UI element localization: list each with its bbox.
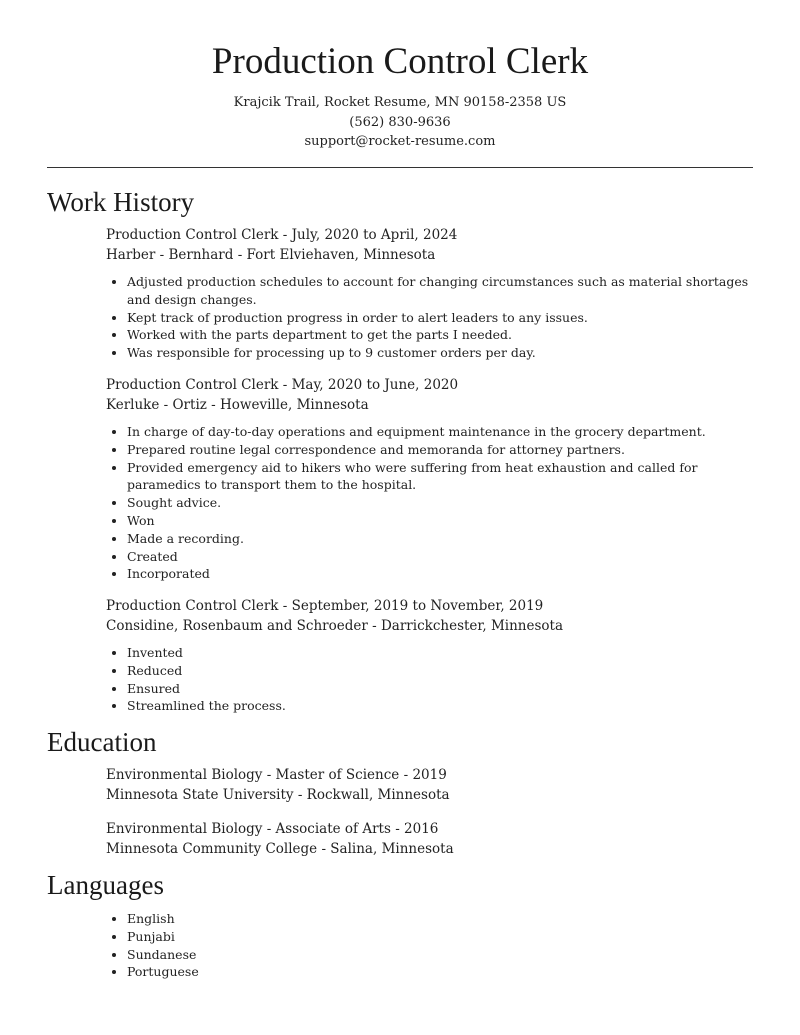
contact-address: Krajcik Trail, Rocket Resume, MN 90158-2358 US (233, 95, 567, 110)
list-item: • English (127, 910, 767, 928)
list-item: • Streamlined the process. (127, 697, 767, 715)
job-1-header (106, 226, 746, 265)
header-divider (47, 167, 753, 168)
list-item: • Was responsible for processing up to 9 customer orders per day. (127, 344, 767, 362)
job-1-company: Harber - Bernhard - Fort Elviehaven, Minnesota (106, 246, 436, 263)
list-item: • Kept track of production progress in order to alert leaders to any issues. (127, 309, 767, 327)
list-item: • Prepared routine legal correspondence and memoranda for attorney partners. (127, 441, 767, 459)
list-item: • Won (127, 512, 767, 530)
list-item: • Punjabi (127, 928, 767, 946)
education-entry-2 (106, 820, 746, 859)
candidate-name: Production Control Clerk (211, 41, 589, 82)
education-heading: Education (47, 727, 157, 757)
education-entry-1 (106, 766, 746, 805)
list-item: • Adjusted production schedules to account for changing circumstances such as material shortages and design changes. (127, 273, 767, 309)
contact-phone: (562) 830-9636 (349, 114, 451, 130)
education-2-school: Minnesota Community College - Salina, Minnesota (106, 840, 454, 857)
list-item: • Invented (127, 644, 767, 662)
list-item: • Incorporated (127, 565, 767, 583)
list-item: • Worked with the parts department to get the parts I needed. (127, 326, 767, 344)
languages-list (106, 910, 767, 981)
list-item: • Created (127, 548, 767, 566)
job-1-bullets (106, 273, 767, 362)
job-2-header (106, 376, 746, 415)
job-3-title: Production Control Clerk - September, 2019 to November, 2019 (106, 598, 544, 614)
list-item: • Provided emergency aid to hikers who were suffering from heat exhaustion and called for paramedics to transport them to the hospital. (127, 459, 767, 495)
resume-header (0, 0, 800, 152)
job-2-title: Production Control Clerk - May, 2020 to June, 2020 (106, 377, 459, 393)
job-3-bullets (106, 644, 767, 715)
list-item: • Sundanese (127, 946, 767, 964)
list-item: • Sought advice. (127, 494, 767, 512)
education-1-school: Minnesota State University - Rockwall, Minnesota (106, 786, 450, 803)
contact-email: support@rocket-resume.com (304, 134, 496, 149)
list-item: • In charge of day-to-day operations and equipment maintenance in the grocery department. (127, 423, 767, 441)
list-item: • Ensured (127, 680, 767, 698)
education-2-degree: Environmental Biology - Associate of Arts - 2016 (106, 821, 439, 837)
contact-info (0, 93, 800, 152)
job-2-bullets (106, 423, 767, 583)
work-history-heading: Work History (47, 187, 195, 217)
job-3-header (106, 597, 746, 636)
list-item: • Made a recording. (127, 530, 767, 548)
job-2-company: Kerluke - Ortiz - Howeville, Minnesota (106, 396, 369, 413)
job-3-company: Considine, Rosenbaum and Schroeder - Darrickchester, Minnesota (106, 617, 564, 634)
list-item: • Portuguese (127, 963, 767, 981)
job-1-title: Production Control Clerk - July, 2020 to April, 2024 (106, 227, 458, 243)
languages-heading: Languages (47, 870, 164, 900)
education-1-degree: Environmental Biology - Master of Science - 2019 (106, 767, 447, 783)
list-item: • Reduced (127, 662, 767, 680)
